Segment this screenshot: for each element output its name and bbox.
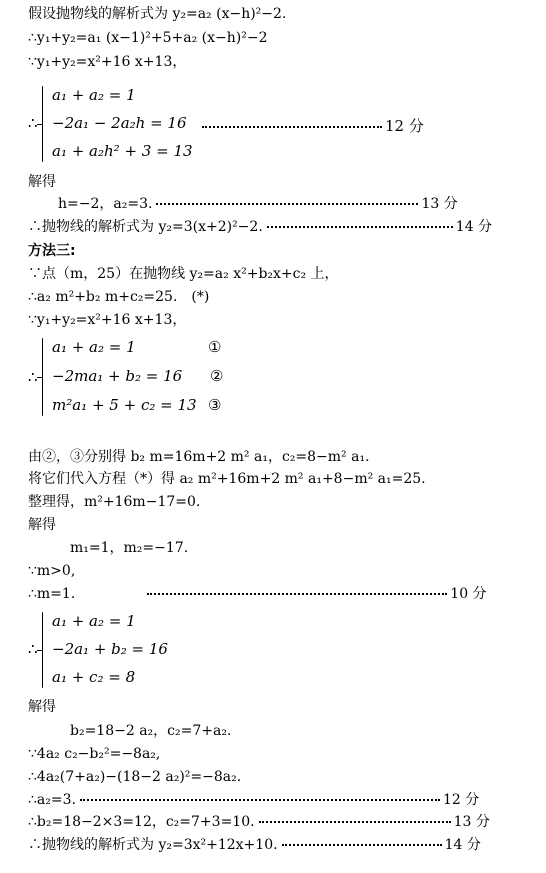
line-text: 解得 [28,517,56,533]
text-line [28,312,532,329]
text-line [28,289,532,306]
therefore-symbol: ∴ [28,368,38,386]
line-text: ∵m>0, [28,563,76,579]
line-text: ∴抛物线的解析式为 y₂=3(x+2)²−2. [28,219,263,235]
text-line [28,517,532,534]
line-text: 整理得，m²+16m−17=0. [28,494,201,510]
text-line [28,814,532,831]
circled-number: ① [208,338,222,356]
section-heading [28,243,532,260]
equation-row: a₁ + a₂ = 1 [52,612,136,630]
text-line [28,471,532,488]
equation-row: a₁ + a₂ = 1 [52,338,136,356]
equation-system-3 [28,610,228,692]
line-text: b₂=18−2 a₂，c₂=7+a₂. [70,723,232,739]
line-text: ∵4a₂ c₂−b₂²=−8a₂, [28,746,161,762]
therefore-symbol: ∴ [28,640,38,658]
text-line [28,494,532,511]
line-text: 由②，③分别得 b₂ m=16m+2 m² a₁，c₂=8−m² a₁. [28,449,370,465]
left-brace [42,86,43,162]
line-text: ∴4a₂(7+a₂)−(18−2 a₂)²=−8a₂. [28,769,242,785]
left-brace [42,612,43,688]
score-label: 13 分 [453,814,490,830]
equation-row: −2a₁ − 2a₂h = 16 [52,114,187,132]
equation-system-1 [28,84,518,166]
line-text: h=−2，a₂=3. [58,196,153,212]
score-label: 12 分 [442,792,480,808]
therefore-symbol: ∴ [28,114,38,132]
line-text: ∵y₁+y₂=x²+16 x+13， [28,312,187,328]
score-label: 12 分 [385,117,424,135]
text-line [28,449,532,466]
text-line [58,196,532,213]
circled-number: ② [210,367,224,385]
circled-number: ③ [208,396,222,414]
line-text: ∴a₂ m²+b₂ m+c₂=25. (*) [28,289,210,305]
equation-row: m²a₁ + 5 + c₂ = 13 [52,396,197,414]
score-label: 14 分 [444,837,481,853]
score-label: 13 分 [421,196,458,212]
text-line [28,174,532,191]
text-line [28,6,532,23]
equation-row: a₁ + a₂ = 1 [52,86,136,104]
text-line [28,699,532,716]
text-line [28,746,532,763]
text-line [70,723,532,740]
line-text: ∴抛物线的解析式为 y₂=3x²+12x+10. [28,837,278,853]
text-line [28,769,532,786]
text-line [28,792,532,809]
line-text: ∴y₁+y₂=a₁ (x−1)²+5+a₂ (x−h)²−2 [28,30,268,46]
text-line [28,563,532,580]
heading-text: 方法三: [28,243,76,259]
text-line [28,586,532,603]
equation-system-2 [28,336,328,420]
line-text: m₁=1，m₂=−17. [70,540,189,556]
text-line [70,540,532,557]
text-line [28,266,532,283]
line-text: ∵点（m，25）在抛物线 y₂=a₂ x²+b₂x+c₂ 上， [28,266,339,282]
equation-row: −2ma₁ + b₂ = 16 [52,367,183,385]
line-text: ∵y₁+y₂=x²+16 x+13， [28,54,187,70]
text-line [28,54,532,71]
text-line [28,837,532,854]
left-brace [42,338,43,416]
line-text: ∴m=1. [28,586,76,602]
score-line [198,115,424,136]
line-text: 解得 [28,699,56,715]
line-text: 将它们代入方程（*）得 a₂ m²+16m+2 m² a₁+8−m² a₁=25. [28,471,426,487]
score-label: 14 分 [455,219,493,235]
text-line [28,219,532,236]
line-text: ∴a₂=3. [28,792,76,808]
score-label: 10 分 [450,586,487,602]
line-text: 假设抛物线的解析式为 y₂=a₂ (x−h)²−2. [28,6,287,22]
line-text: ∴b₂=18−2×3=12，c₂=7+3=10. [28,814,255,830]
equation-row: −2a₁ + b₂ = 16 [52,640,168,658]
line-text: 解得 [28,174,56,190]
equation-row: a₁ + a₂h² + 3 = 13 [52,142,193,160]
text-line [28,30,532,47]
equation-row: a₁ + c₂ = 8 [52,668,136,686]
